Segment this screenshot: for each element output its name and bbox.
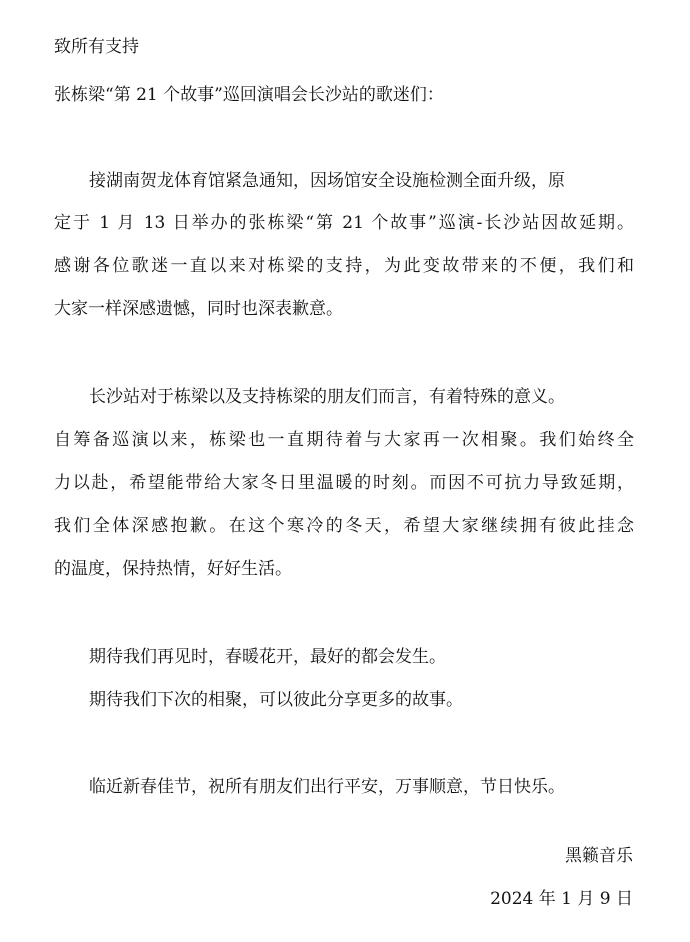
paragraph1-line-4: 大家一样深感遗憾，同时也深表歉意。 xyxy=(54,299,343,319)
paragraph3-line-1: 期待我们再见时，春暖花开，最好的都会发生。 xyxy=(89,647,446,667)
paragraph2-line-5: 的温度，保持热情，好好生活。 xyxy=(54,559,292,579)
greeting-line-1: 致所有支持 xyxy=(54,37,139,57)
paragraph2-line-4: 我们全体深感抱歉。在这个寒冷的冬天，希望大家继续拥有彼此挂念 xyxy=(54,516,634,536)
date: 2024 年 1 月 9 日 xyxy=(490,889,633,909)
paragraph1-line-1: 接湖南贺龙体育馆紧急通知，因场馆安全设施检测全面升级，原 xyxy=(89,171,565,191)
paragraph4-line-1: 临近新春佳节，祝所有朋友们出行平安，万事顺意，节日快乐。 xyxy=(89,777,565,797)
paragraph3-line-2: 期待我们下次的相聚，可以彼此分享更多的故事。 xyxy=(89,690,463,710)
paragraph1-line-3: 感谢各位歌迷一直以来对栋梁的支持，为此变故带来的不便，我们和 xyxy=(54,256,634,276)
paragraph2-line-3: 力以赴，希望能带给大家冬日里温暖的时刻。而因不可抗力导致延期， xyxy=(54,473,634,493)
paragraph2-line-2: 自筹备巡演以来，栋梁也一直期待着与大家再一次相聚。我们始终全 xyxy=(54,430,634,450)
signature: 黑籁音乐 xyxy=(565,846,633,866)
paragraph2-line-1: 长沙站对于栋梁以及支持栋梁的朋友们而言，有着特殊的意义。 xyxy=(89,387,565,407)
greeting-line-2: 张栋梁“第 21 个故事”巡回演唱会长沙站的歌迷们： xyxy=(54,85,444,105)
paragraph1-line-2: 定于 1 月 13 日举办的张栋梁“第 21 个故事”巡演-长沙站因故延期。 xyxy=(54,213,634,233)
